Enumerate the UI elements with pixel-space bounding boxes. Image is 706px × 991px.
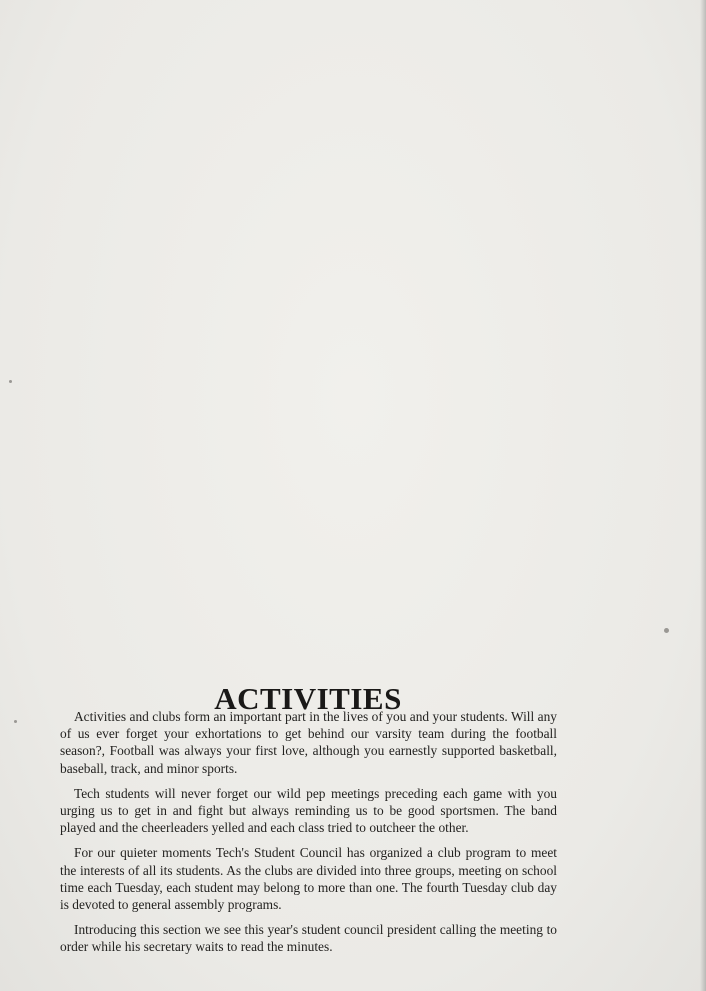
paper-speck [664,628,669,633]
page-edge-shadow [700,0,706,991]
paragraph: Tech students will never forget our wild pep meetings preceding each game with you urging us to get in and fight but always reminding us to be good sportsmen. The band played and the cheerleaders yelled and each class tried to outcheer the other. [60,785,557,836]
paragraph: Introducing this section we see this year's student council president calling the meeting to order while his secretary waits to read the minutes. [60,922,557,955]
paragraph: Activities and clubs form an important part in the lives of you and your students. Will any of us ever forget your exhortations to get behind our varsity team during the football season?, Football was always your first love, although you earnestly supported basketball, baseball, track, and minor sports. [60,709,557,776]
paper-speck [9,380,12,383]
paragraph: For our quieter moments Tech's Student Council has organized a club program to meet the interests of all its students. As the clubs are divided into three groups, meeting on school time each Tuesday, each student may belong to more than one. The fourth Tuesday club day is devoted to general assembly programs. [60,845,557,913]
paper-speck [14,720,17,723]
page-title: ACTIVITIES [214,680,402,716]
article-body [60,708,557,964]
